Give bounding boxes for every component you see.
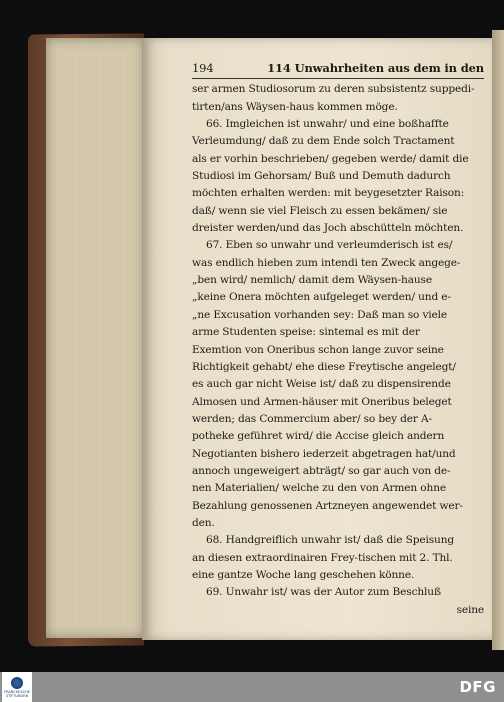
text-line: 68. Handgreiflich unwahr ist/ daß die Speisung [206,534,455,547]
text-line: „ben wird/ nemlich/ damit dem Wäysen-hause [192,274,432,287]
book-page [142,38,492,640]
page-edges [46,38,144,638]
text-line: tirten/ans Wäysen-haus kommen möge. [192,100,398,113]
text-line: 69. Unwahr ist/ was der Autor zum Beschluß [206,586,441,599]
text-line: arme Studenten speise: sintemal es mit der [192,326,420,339]
text-line: annoch ungeweigert abträgt/ so gar auch von de- [192,464,451,477]
text-line: Negotianten bishero iederzeit abgetragen hat/und [192,447,456,460]
text-line: „ne Excusation vorhanden sey: Daß man so viele [192,308,448,321]
running-head: 114 Unwahrheiten aus dem in den [267,61,484,75]
logo-text: FRANCKESCHE STIFTUNGEN [4,689,30,698]
text-line: 66. Imgleichen ist unwahr/ und eine boßhaffte [206,118,449,131]
text-line: Exemtion von Oneribus schon lange zuvor seine [192,343,444,356]
text-line: als er vorhin beschrieben/ gegeben werde/ damit die [192,152,469,165]
facing-page-edge [492,30,504,650]
dfg-logo[interactable]: DFG [459,678,496,696]
page-text [192,60,484,619]
page-number: 194 [192,61,214,75]
text-line: „keine Onera möchten aufgeleget werden/ und e- [192,291,451,304]
text-line: 67. Eben so unwahr und verleumderisch ist es/ [206,239,453,252]
text-line: Almosen und Armen-häuser mit Oneribus beleget [192,395,452,408]
text-line: den. [192,516,215,529]
institution-logo[interactable] [2,672,32,702]
text-line: ser armen Studiosorum zu deren subsistentz suppedi- [192,83,475,96]
text-line: eine gantze Woche lang geschehen könne. [192,568,415,581]
text-line: werden; das Commercium aber/ so bey der A- [192,412,432,425]
text-line: Studiosi im Gehorsam/ Buß und Demuth dadurch [192,170,451,183]
text-line: es auch gar nicht Weise ist/ daß zu dispensirende [192,378,451,391]
viewer-footer [0,672,504,702]
logo-mark-icon [11,677,23,689]
text-line: nen Materialien/ welche zu den von Armen ohne [192,482,446,495]
text-line: Richtigkeit gehabt/ ehe diese Freytische angelegt/ [192,360,456,373]
text-line: möchten erhalten werden: mit beygesetzter Raison: [192,187,465,200]
text-line: was endlich hieben zum intendi ten Zweck angege- [192,256,461,269]
running-header [192,60,484,79]
text-line: dreister werden/und das Joch abschütteln möchten. [192,222,464,235]
text-line: daß/ wenn sie viel Fleisch zu essen bekämen/ sie [192,204,448,217]
text-line: Verleumdung/ daß zu dem Ende solch Tractament [192,135,455,148]
text-line: an diesen extraordinairen Frey-tischen mit 2. Thl. [192,551,453,564]
text-line: potheke geführet wird/ die Accise gleich andern [192,430,445,443]
text-line: Bezahlung genossenen Artzneyen angewendet wer- [192,499,463,512]
catchword: seine [456,603,484,616]
text-body [192,81,484,601]
